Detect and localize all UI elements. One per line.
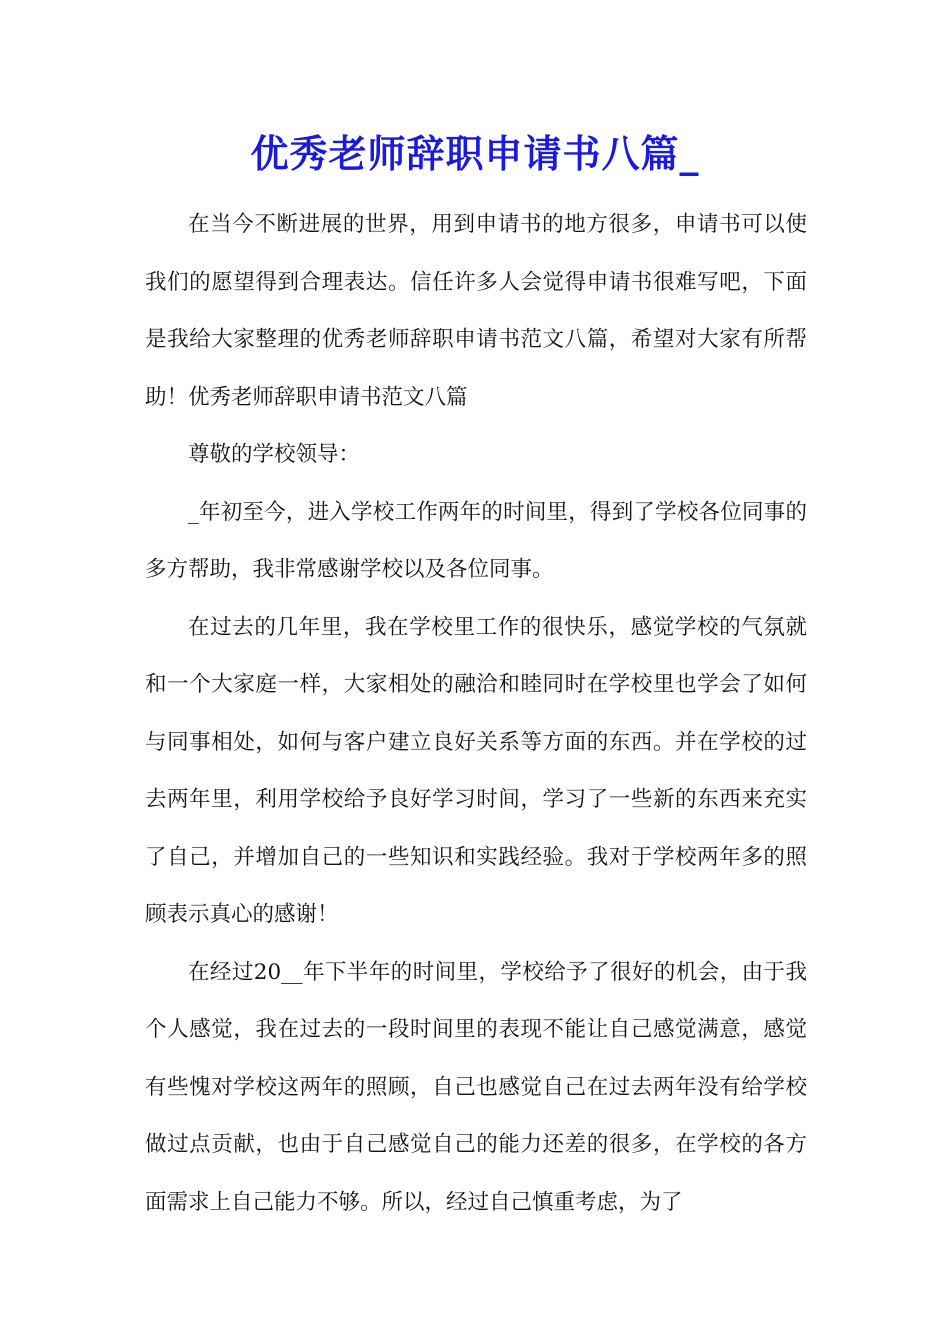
paragraph-intro: 在当今不断进展的世界，用到申请书的地方很多，申请书可以使我们的愿望得到合理表达。信任许多人会觉得申请书很难写吧，下面是我给大家整理的优秀老师辞职申请书范文八篇，希望对大家有所帮助！优秀老师辞职申请书范文八篇 (145, 212, 807, 410)
paragraph-reason: 在经过20__年下半年的时间里，学校给予了很好的机会，由于我个人感觉，我在过去的一段时间里的表现不能让自己感觉满意，感觉有些愧对学校这两年的照顾，自己也感觉自己在过去两年没有给学校做过点贡献，也由于自己感觉自己的能力还差的很多，在学校的各方面需求上自己能力不够。所以，经过自己慎重考虑，为了 (145, 959, 807, 1215)
paragraph-salutation: 尊敬的学校领导： (188, 442, 361, 467)
paragraph-experience: 在过去的几年里，我在学校里工作的很快乐，感觉学校的气氛就和一个大家庭一样，大家相处的融洽和睦同时在学校里也学会了如何与同事相处，如何与客户建立良好关系等方面的东西。并在学校的过去两年里，利用学校给予良好学习时间，学习了一些新的东西来充实了自己，并增加自己的一些知识和实践经验。我对于学校两年多的照顾表示真心的感谢！ (145, 614, 807, 927)
paragraph-gratitude: _年初至今，进入学校工作两年的时间里，得到了学校各位同事的多方帮助，我非常感谢学校以及各位同事。 (145, 499, 807, 582)
document-title: 优秀老师辞职申请书八篇_ (250, 131, 700, 176)
document-body (145, 196, 807, 1231)
